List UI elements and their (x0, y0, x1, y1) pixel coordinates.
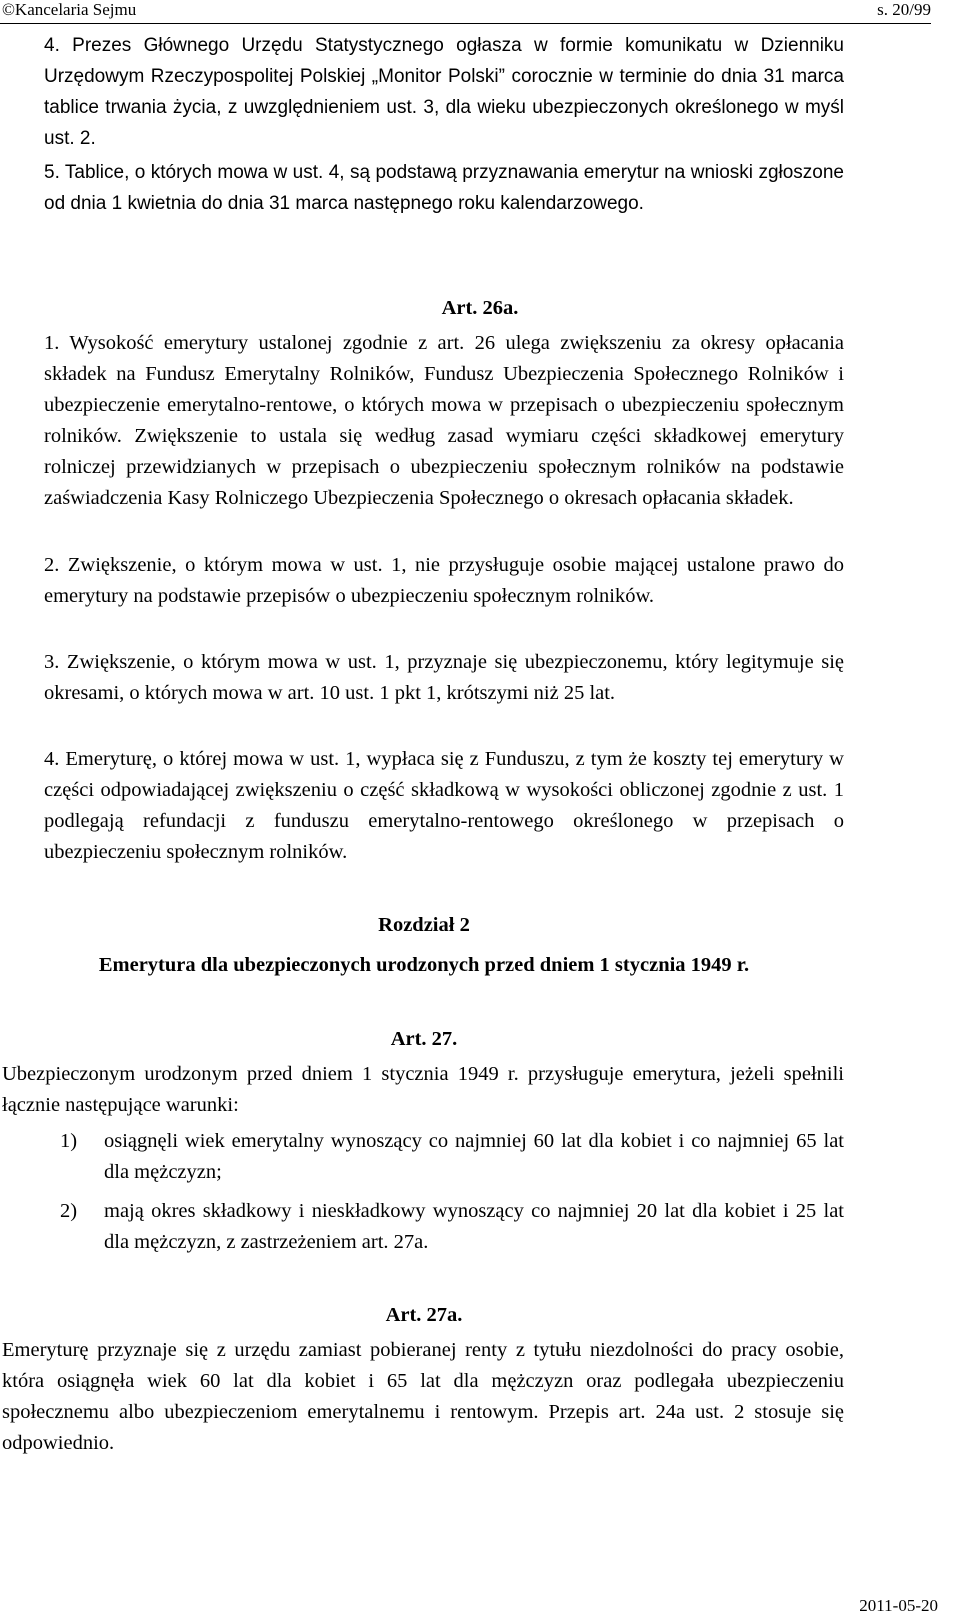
header-page-number: s. 20/99 (877, 0, 931, 19)
list-item (60, 1126, 844, 1188)
art27-conditions-list (60, 1126, 844, 1266)
chapter-title: Emerytura dla ubezpieczonych urodzonych przed dniem 1 stycznia 1949 r. (98, 954, 750, 976)
art26a-paragraph-1: 1. Wysokość emerytury ustalonej zgodnie z art. 26 ulega zwiększeniu za okresy opłacania składek na Fundusz Emerytalny Rolników, Fundusz Ubezpieczenia Społecznego Rolników i ubezpieczenie emerytalno-rentowe, o których mowa w przepisach o ubezpieczeniu społecznym rolników. Zwiększenie to ustala się według zasad wymiaru części składkowej emerytury rolniczej przewidzianych w przepisach o ubezpieczeniu społecznym rolników na podstawie zaświadczenia Kasy Rolniczego Ubezpieczenia Społecznego o okresach opłacania składek. (44, 332, 844, 509)
list-item-text: osiągnęli wiek emerytalny wynoszący co najmniej 60 lat dla kobiet i co najmniej 65 lat dla mężczyzn; (104, 1130, 844, 1183)
chapter-label: Rozdział 2 (378, 914, 470, 936)
footer-date: 2011-05-20 (859, 1596, 938, 1615)
list-item (60, 1196, 844, 1258)
header-copyright: ©Kancelaria Sejmu (2, 0, 137, 19)
list-item-text: mają okres składkowy i nieskładkowy wynoszący co najmniej 20 lat dla kobiet i 25 lat dla mężczyzn, z zastrzeżeniem art. 27a. (104, 1200, 844, 1253)
art26a-paragraph-2: 2. Zwiększenie, o którym mowa w ust. 1, nie przysługuje osobie mającej ustalone prawo do emerytury na podstawie przepisów o ubezpieczeniu społecznym rolników. (44, 554, 844, 607)
art27a-heading: Art. 27a. (385, 1304, 463, 1326)
art27-heading: Art. 27. (390, 1028, 458, 1050)
header-divider (0, 23, 931, 24)
art26a-heading: Art. 26a. (441, 297, 519, 319)
art26a-paragraph-3: 3. Zwiększenie, o którym mowa w ust. 1, przyznaje się ubezpieczonemu, który legitymuje się okresami, o których mowa w art. 10 ust. 1 pkt 1, krótszymi niż 25 lat. (44, 651, 844, 704)
art26a-paragraph-4: 4. Emeryturę, o której mowa w ust. 1, wypłaca się z Funduszu, z tym że koszty tej emerytury w części odpowiadającej zwiększeniu o część składkową w wysokości obliczonej zgodnie z ust. 1 podlegają refundacji z funduszu emerytalno-rentowego określonego w przepisach o ubezpieczeniu społecznym rolników. (44, 748, 844, 863)
art26-paragraph-5: 5. Tablice, o których mowa w ust. 4, są podstawą przyznawania emerytur na wnioski zgłoszone od dnia 1 kwietnia do dnia 31 marca następnego roku kalendarzowego. (44, 162, 844, 214)
art27a-paragraph: Emeryturę przyznaje się z urzędu zamiast pobieranej renty z tytułu niezdolności do pracy osobie, która osiągnęła wiek 60 lat dla kobiet i 65 lat dla mężczyzn oraz podlegała ubezpieczeniu społecznemu albo ubezpieczeniom emerytalnemu i rentowym. Przepis art. 24a ust. 2 stosuje się odpowiednio. (2, 1339, 844, 1454)
list-item-number: 1) (60, 1130, 78, 1152)
art26-paragraph-4: 4. Prezes Głównego Urzędu Statystycznego ogłasza w formie komunikatu w Dzienniku Urzędowym Rzeczypospolitej Polskiej „Monitor Polski” corocznie w terminie do dnia 31 marca tablice trwania życia, z uwzględnieniem ust. 3, dla wieku ubezpieczonych określonego w myśl ust. 2. (44, 35, 844, 149)
art27-intro: Ubezpieczonym urodzonym przed dniem 1 stycznia 1949 r. przysługuje emerytura, jeżeli spełnili łącznie następujące warunki: (2, 1063, 844, 1116)
list-item-number: 2) (60, 1200, 78, 1222)
